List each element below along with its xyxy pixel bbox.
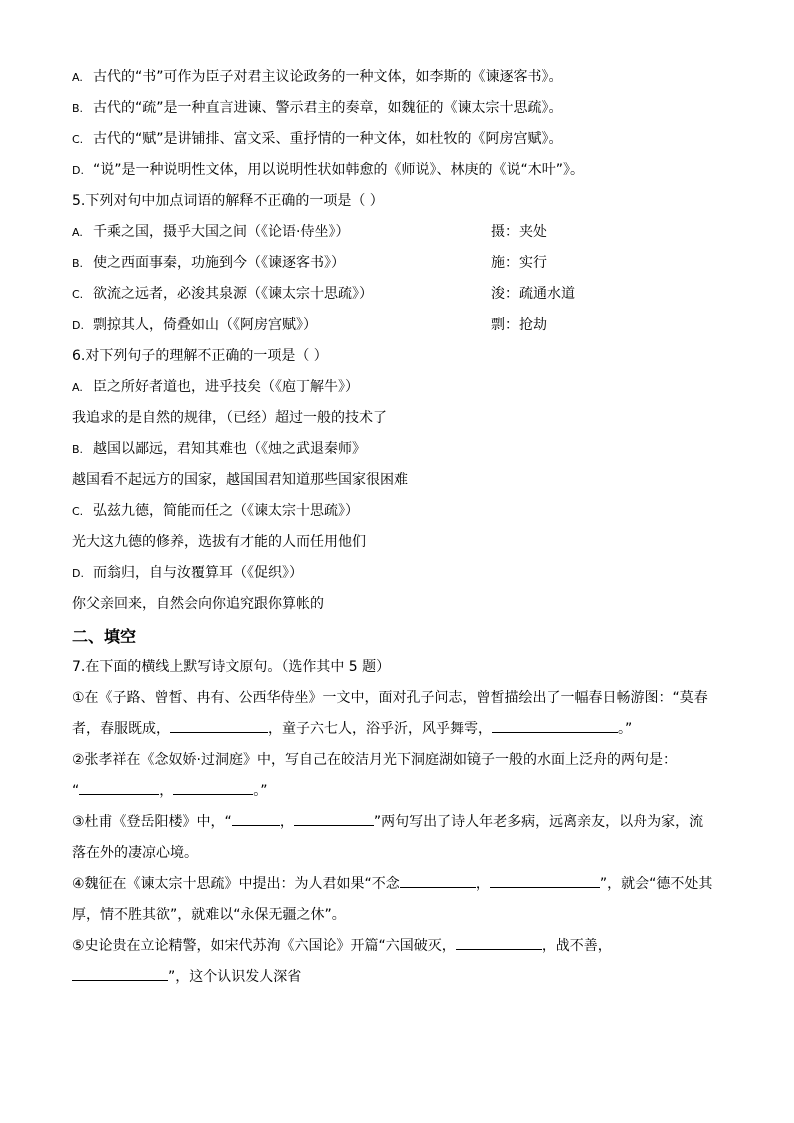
- q7-item2-line2: “ ， 。”: [72, 776, 732, 807]
- answer-blank[interactable]: [490, 873, 600, 888]
- answer-blank[interactable]: [170, 718, 268, 733]
- q5-gloss-c: 浚：疏通水道: [491, 286, 575, 302]
- q5-option-d: D. 剽掠其人，倚叠如山（《阿房宫赋》） 剽：抢劫: [72, 310, 732, 341]
- q5-gloss-b: 施：实行: [491, 255, 547, 271]
- q6-stem: 6.对下列句子的理解不正确的一项是（ ）: [72, 348, 328, 364]
- q7-item5-line2: ”，这个认识发人深省: [72, 962, 732, 993]
- answer-blank[interactable]: [79, 780, 159, 795]
- q5-option-c: C. 欲流之远者，必浚其泉源（《谏太宗十思疏》） 浚：疏通水道: [72, 279, 732, 310]
- answer-blank[interactable]: [294, 811, 374, 826]
- answer-blank[interactable]: [456, 935, 542, 950]
- q7-item5-line1: ⑤史论贵在立论精警，如宋代苏洵《六国论》开篇“六国破灭， ，战不善，: [72, 931, 732, 962]
- q4-option-d: D. “说”是一种说明性文体，用以说明性状如韩愈的《师说》、林庚的《说“木叶”》。: [72, 162, 585, 178]
- q6-meaning-b: 越国看不起远方的国家，越国国君知道那些国家很困难: [72, 472, 408, 488]
- q6-meaning-c: 光大这九德的修养，选拔有才能的人而任用他们: [72, 534, 366, 550]
- q7-item4-line1: ④魏征在《谏太宗十思疏》中提出：为人君如果“不念 ， ”，就会“德不处其: [72, 869, 732, 900]
- q4-option-c: C. 古代的“赋”是讲铺排、富文采、重抒情的一种文体，如杜牧的《阿房宫赋》。: [72, 131, 563, 147]
- q4-option-b: B. 古代的“疏”是一种直言进谏、警示君主的奏章，如魏征的《谏太宗十思疏》。: [72, 100, 563, 116]
- q6-meaning-d: 你父亲回来，自然会向你追究跟你算帐的: [72, 596, 324, 612]
- q6-option-c: C. 弘兹九德，简能而任之（《谏太宗十思疏》）: [72, 503, 359, 519]
- q7-item4-line2: 厚，情不胜其欲”，就难以“永保无疆之休”。: [72, 907, 346, 923]
- answer-blank[interactable]: [492, 718, 618, 733]
- answer-blank[interactable]: [173, 780, 253, 795]
- section-title: 二、填空: [72, 627, 137, 646]
- q5-gloss-d: 剽：抢劫: [491, 317, 547, 333]
- q7-item1-line2: 者，春服既成， ，童子六七人，浴乎沂，风乎舞雩， 。”: [72, 714, 732, 745]
- q5-option-a: A. 千乘之国，摄乎大国之间（《论语·侍坐》） 摄：夹处: [72, 217, 732, 248]
- answer-blank[interactable]: [72, 966, 168, 981]
- q7-stem: 7.在下面的横线上默写诗文原句。（选作其中 5 题）: [72, 659, 391, 675]
- q6-option-a: A. 臣之所好者道也，进乎技矣（《庖丁解牛》）: [72, 379, 359, 395]
- q7-item2-line1: ②张孝祥在《念奴娇·过洞庭》中，写自己在皎洁月光下洞庭湖如镜子一般的水面上泛舟的两句是：: [72, 752, 677, 768]
- answer-blank[interactable]: [232, 811, 280, 826]
- q7-item3-line2: 落在外的凄凉心境。: [72, 845, 198, 861]
- q7-item3-line1: ③杜甫《登岳阳楼》中，“ ， ”两句写出了诗人年老多病，远离亲友，以舟为家，流: [72, 807, 732, 838]
- q4-option-a: A. 古代的“书”可作为臣子对君主议论政务的一种文体，如李斯的《谏逐客书》。: [72, 69, 563, 85]
- q5-gloss-a: 摄：夹处: [491, 224, 547, 240]
- q6-option-b: B. 越国以鄙远，君知其难也（《烛之武退秦师》: [72, 441, 366, 457]
- q6-option-d: D. 而翁归，自与汝覆算耳（《促织》）: [72, 565, 303, 581]
- q7-item1-line1: ①在《子路、曾皙、冉有、公西华侍坐》一文中，面对孔子问志，曾皙描绘出了一幅春日畅游图：“莫春: [72, 690, 708, 706]
- exam-page: [72, 62, 732, 993]
- q6-meaning-a: 我追求的是自然的规律，（已经）超过一般的技术了: [72, 410, 387, 426]
- q5-option-b: B. 使之西面事秦，功施到今（《谏逐客书》） 施：实行: [72, 248, 732, 279]
- q5-stem: 5.下列对句中加点词语的解释不正确的一项是（ ）: [72, 193, 384, 209]
- answer-blank[interactable]: [400, 873, 476, 888]
